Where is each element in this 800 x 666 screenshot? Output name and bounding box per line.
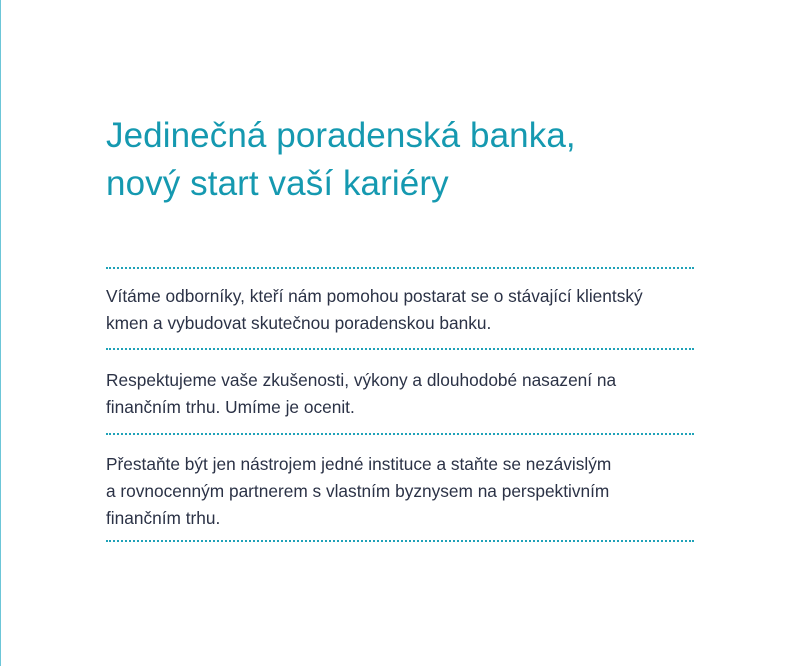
paragraph-line: kmen a vybudovat skutečnou poradenskou banku.: [106, 313, 492, 333]
title-line-1: Jedinečná poradenská banka,: [106, 116, 576, 155]
paragraph-line: Přestaňte být jen nástrojem jedné instituce a staňte se nezávislým: [106, 454, 612, 474]
paragraph-line: finančním trhu. Umíme je ocenit.: [106, 397, 355, 417]
paragraph-independence: [106, 451, 706, 532]
paragraph-respect: [106, 367, 706, 421]
dotted-divider-3: [106, 433, 694, 435]
dotted-divider-4: [106, 540, 694, 542]
dotted-divider-2: [106, 348, 694, 350]
page-title: [106, 112, 726, 208]
paragraph-line: finančním trhu.: [106, 508, 221, 528]
paragraph-line: Respektujeme vaše zkušenosti, výkony a dlouhodobé nasazení na: [106, 370, 617, 390]
title-line-2: nový start vaší kariéry: [106, 164, 449, 203]
left-edge-rule: [0, 0, 1, 666]
paragraph-welcome: [106, 283, 706, 337]
paragraph-line: a rovnocenným partnerem s vlastním byznysem na perspektivním: [106, 481, 610, 501]
paragraph-line: Vítáme odborníky, kteří nám pomohou postarat se o stávající klientský: [106, 286, 643, 306]
dotted-divider-1: [106, 267, 694, 269]
